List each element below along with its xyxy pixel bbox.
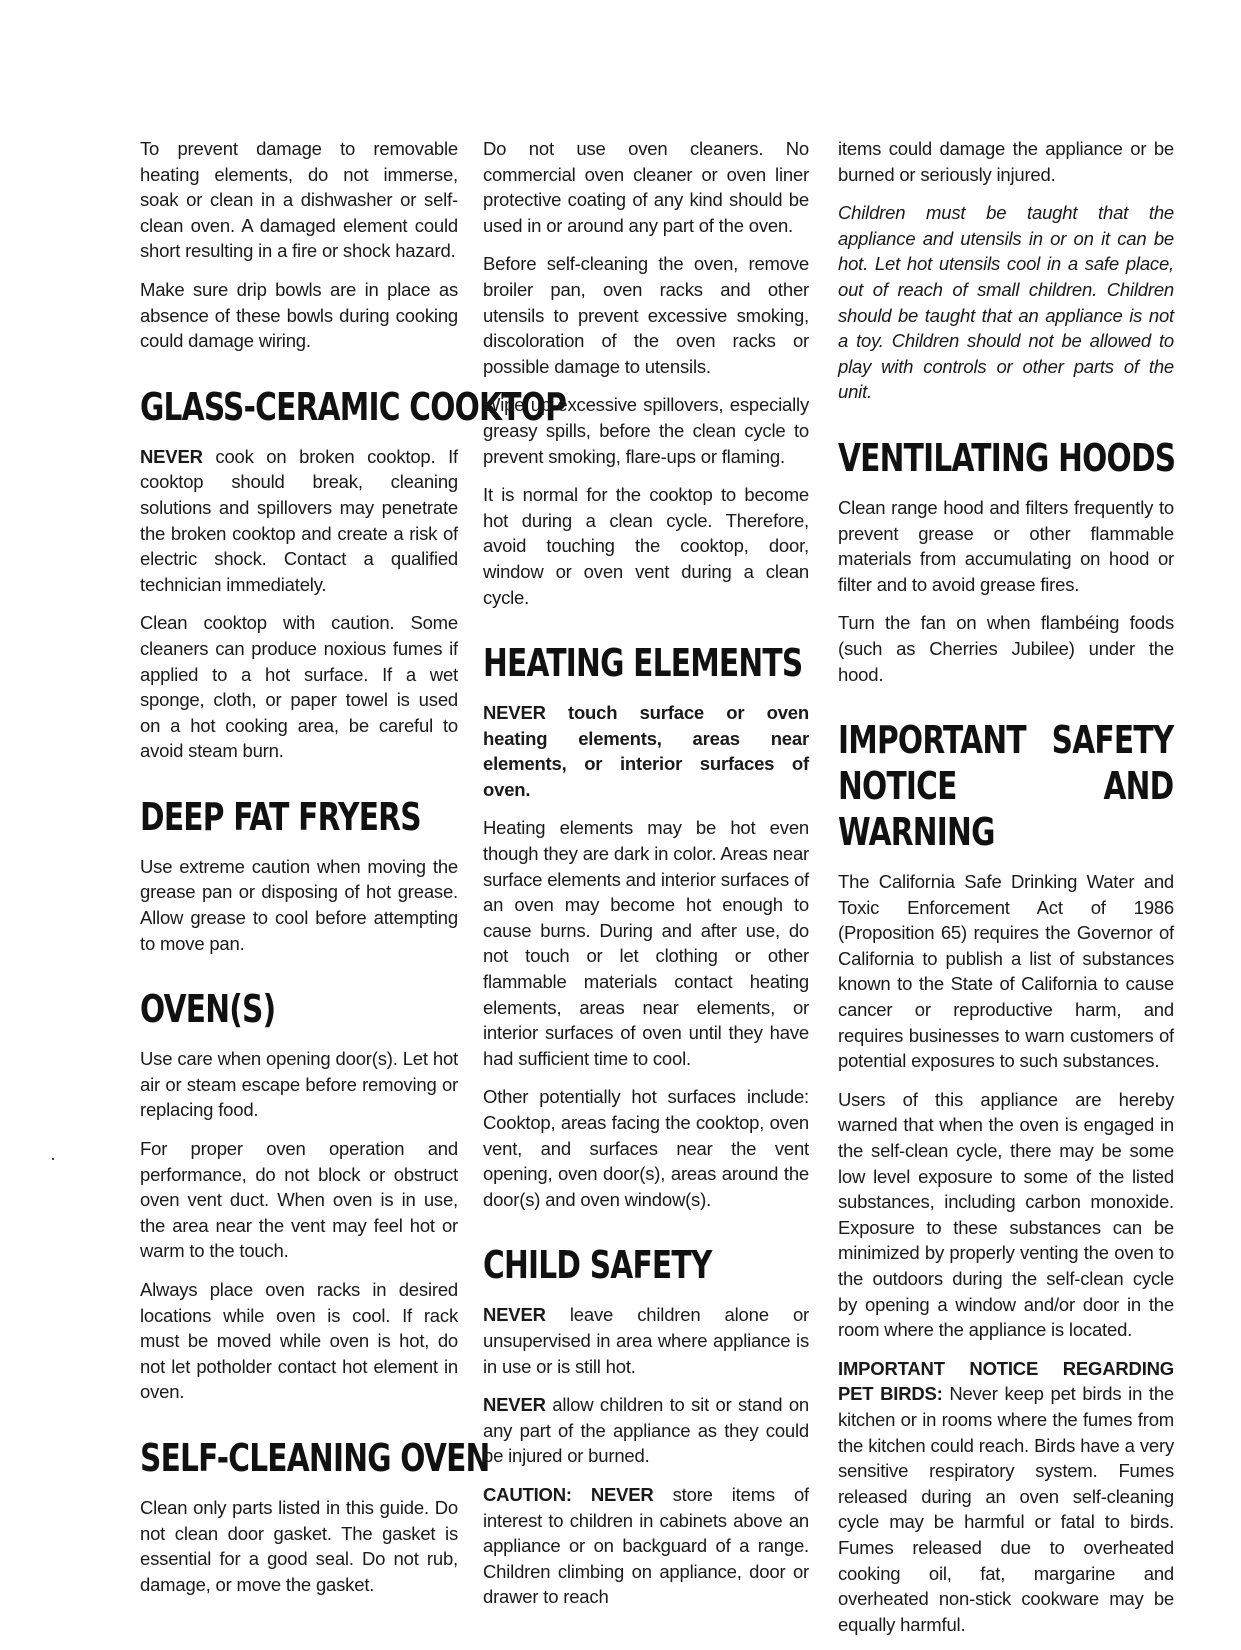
column-middle [483, 136, 809, 1623]
hoods-paragraph-2: Turn the fan on when flambéing foods (such as Cherries Jubilee) under the hood. [838, 612, 1174, 685]
never-emphasis: NEVER [483, 1304, 546, 1326]
ventilating-hoods-heading: VENTILATING HOODS [838, 435, 1176, 480]
column-left [140, 136, 567, 1610]
self-cleaning-oven-heading: SELF-CLEANING OVEN [140, 1435, 490, 1480]
proposition-65-paragraph: The California Safe Drinking Water and Toxic Enforcement Act of 1986 (Proposition 65) requires the Governor of California to publish a list of substances known to the State of California to cause cancer or reproductive harm, and requires businesses to warn customers of potential exposures to such substances. [838, 871, 1174, 1072]
safety-notice-heading: IMPORTANT SAFETY NOTICE AND WARNING [838, 718, 1174, 855]
children-taught-paragraph: Children must be taught that the appliance and utensils in or on it can be hot. Let hot utensils cool in a safe place, out of reach of small children. Children should be taught that an appliance is not a toy. Children should not be allowed to play with controls or other parts of the unit. [838, 202, 1174, 403]
child-safety-text-1: leave children alone or unsupervised in area where appliance is in use or is still hot. [483, 1304, 809, 1377]
child-safety-text-3: store items of interest to children in cabinets above an appliance or on backguard of a range. Children climbing on appliance, door or drawer to reach [483, 1483, 809, 1608]
column-right [838, 136, 1174, 1650]
self-cleaning-paragraph: Clean only parts listed in this guide. Do not clean door gasket. The gasket is essential for a good seal. Do not rub, damage, or move the gasket. [140, 1496, 458, 1595]
deep-fat-fryers-heading: DEEP FAT FRYERS [140, 794, 421, 839]
glass-cooktop-text-1: cook on broken cooktop. If cooktop should break, cleaning solutions and spillovers may penetrate the broken cooktop and create a risk of electric shock. Contact a qualified technician immediately. [140, 445, 458, 595]
users-warned-paragraph: Users of this appliance are hereby warned that when the oven is engaged in the self-clean cycle, there may be some low level exposure to some of the listed substances, including carbon monoxide. Exposure to these substances can be minimized by properly venting the oven to the outdoors during the self-clean cycle by opening a window and/or door in the room where the appliance is located. [838, 1088, 1174, 1341]
heating-elements-paragraph-1: Heating elements may be hot even though they are dark in color. Areas near surface elements and interior surfaces of an oven may become hot enough to cause burns. During and after use, do not touch or let clothing or other flammable materials contact heating elements, areas near elements, or interior surfaces of oven until they have had sufficient time to cool. [483, 817, 809, 1069]
pet-birds-text: Never keep pet birds in the kitchen or in rooms where the fumes from the kitchen could reach. Birds have a very sensitive respiratory system. Fumes released during an oven self-cleaning cycle may be harmful or fatal to birds. Fumes released due to overheated cooking oil, fat, margarine and overheated non-stick cookware may be equally harmful. [838, 1383, 1175, 1635]
caution-emphasis: CAUTION: NEVER [483, 1483, 654, 1505]
pet-birds-notice-label: IMPORTANT NOTICE REGARDING PET BIRDS: [838, 1357, 1174, 1405]
scan-speck [52, 1158, 54, 1160]
oven-cleaners-paragraph: Do not use oven cleaners. No commercial oven cleaner or oven liner protective coating of any kind should be used in or around any part of the oven. [483, 138, 809, 236]
wipe-spillovers-paragraph: Wipe up excessive spillovers, especially greasy spills, before the clean cycle to prevent smoking, flare-ups or flaming. [483, 394, 809, 467]
heating-elements-heading: HEATING ELEMENTS [483, 641, 803, 686]
glass-cooktop-paragraph-2: Clean cooktop with caution. Some cleaners can produce noxious fumes if applied to a hot surface. If a wet sponge, cloth, or paper towel is used on a hot cooking area, be careful to avoid steam burn. [140, 612, 458, 762]
never-emphasis: NEVER [140, 445, 203, 467]
child-safety-heading: CHILD SAFETY [483, 1243, 712, 1288]
fryers-paragraph: Use extreme caution when moving the grease pan or disposing of hot grease. Allow grease to cool before attempting to move pan. [140, 855, 458, 954]
cooktop-hot-paragraph: It is normal for the cooktop to become hot during a clean cycle. Therefore, avoid touching the cooktop, door, window or oven vent during a clean cycle. [483, 484, 809, 608]
glass-ceramic-cooktop-heading: GLASS-CERAMIC COOKTOP [140, 384, 567, 429]
heating-elements-warning: NEVER touch surface or oven heating elements, areas near elements, or interior surfaces of oven. [483, 702, 809, 800]
drip-bowls-paragraph: Make sure drip bowls are in place as absence of these bowls during cooking could damage wiring. [140, 278, 458, 352]
before-self-cleaning-paragraph: Before self-cleaning the oven, remove broiler pan, oven racks and other utensils to prevent excessive smoking, discoloration of the oven racks or possible damage to utensils. [483, 253, 809, 377]
child-safety-text-2: allow children to sit or stand on any part of the appliance as they could be injured or burned. [483, 1394, 809, 1467]
heating-elements-paragraph-2: Other potentially hot surfaces include: Cooktop, areas facing the cooktop, oven vent, and surfaces near the vent opening, oven door(s), areas around the door(s) and oven window(s). [483, 1086, 809, 1210]
child-safety-paragraph-3 [483, 1482, 809, 1610]
ovens-heading: OVEN(S) [140, 987, 276, 1032]
heating-elements-removal-paragraph: To prevent damage to removable heating elements, do not immerse, soak or clean in a dishwasher or self-clean oven. A damaged element could short resulting in a fire or shock hazard. [140, 138, 458, 262]
never-emphasis: NEVER [483, 1394, 546, 1416]
ovens-paragraph-2: For proper oven operation and performance, do not block or obstruct oven vent duct. When oven is in use, the area near the vent may feel hot or warm to the touch. [140, 1138, 458, 1262]
glass-cooktop-paragraph-1 [140, 444, 458, 598]
ovens-paragraph-3: Always place oven racks in desired locations while oven is cool. If rack must be moved while oven is hot, do not let potholder contact hot element in oven. [140, 1279, 458, 1403]
pet-birds-paragraph [838, 1356, 1174, 1638]
hoods-paragraph-1: Clean range hood and filters frequently to prevent grease or other flammable materials from accumulating on hood or filter and to avoid grease fires. [838, 496, 1174, 595]
ovens-paragraph-1: Use care when opening door(s). Let hot air or steam escape before removing or replacing food. [140, 1048, 458, 1121]
child-safety-paragraph-1 [483, 1302, 809, 1379]
child-safety-paragraph-2 [483, 1392, 809, 1469]
continued-paragraph: items could damage the appliance or be burned or seriously injured. [838, 138, 1174, 185]
